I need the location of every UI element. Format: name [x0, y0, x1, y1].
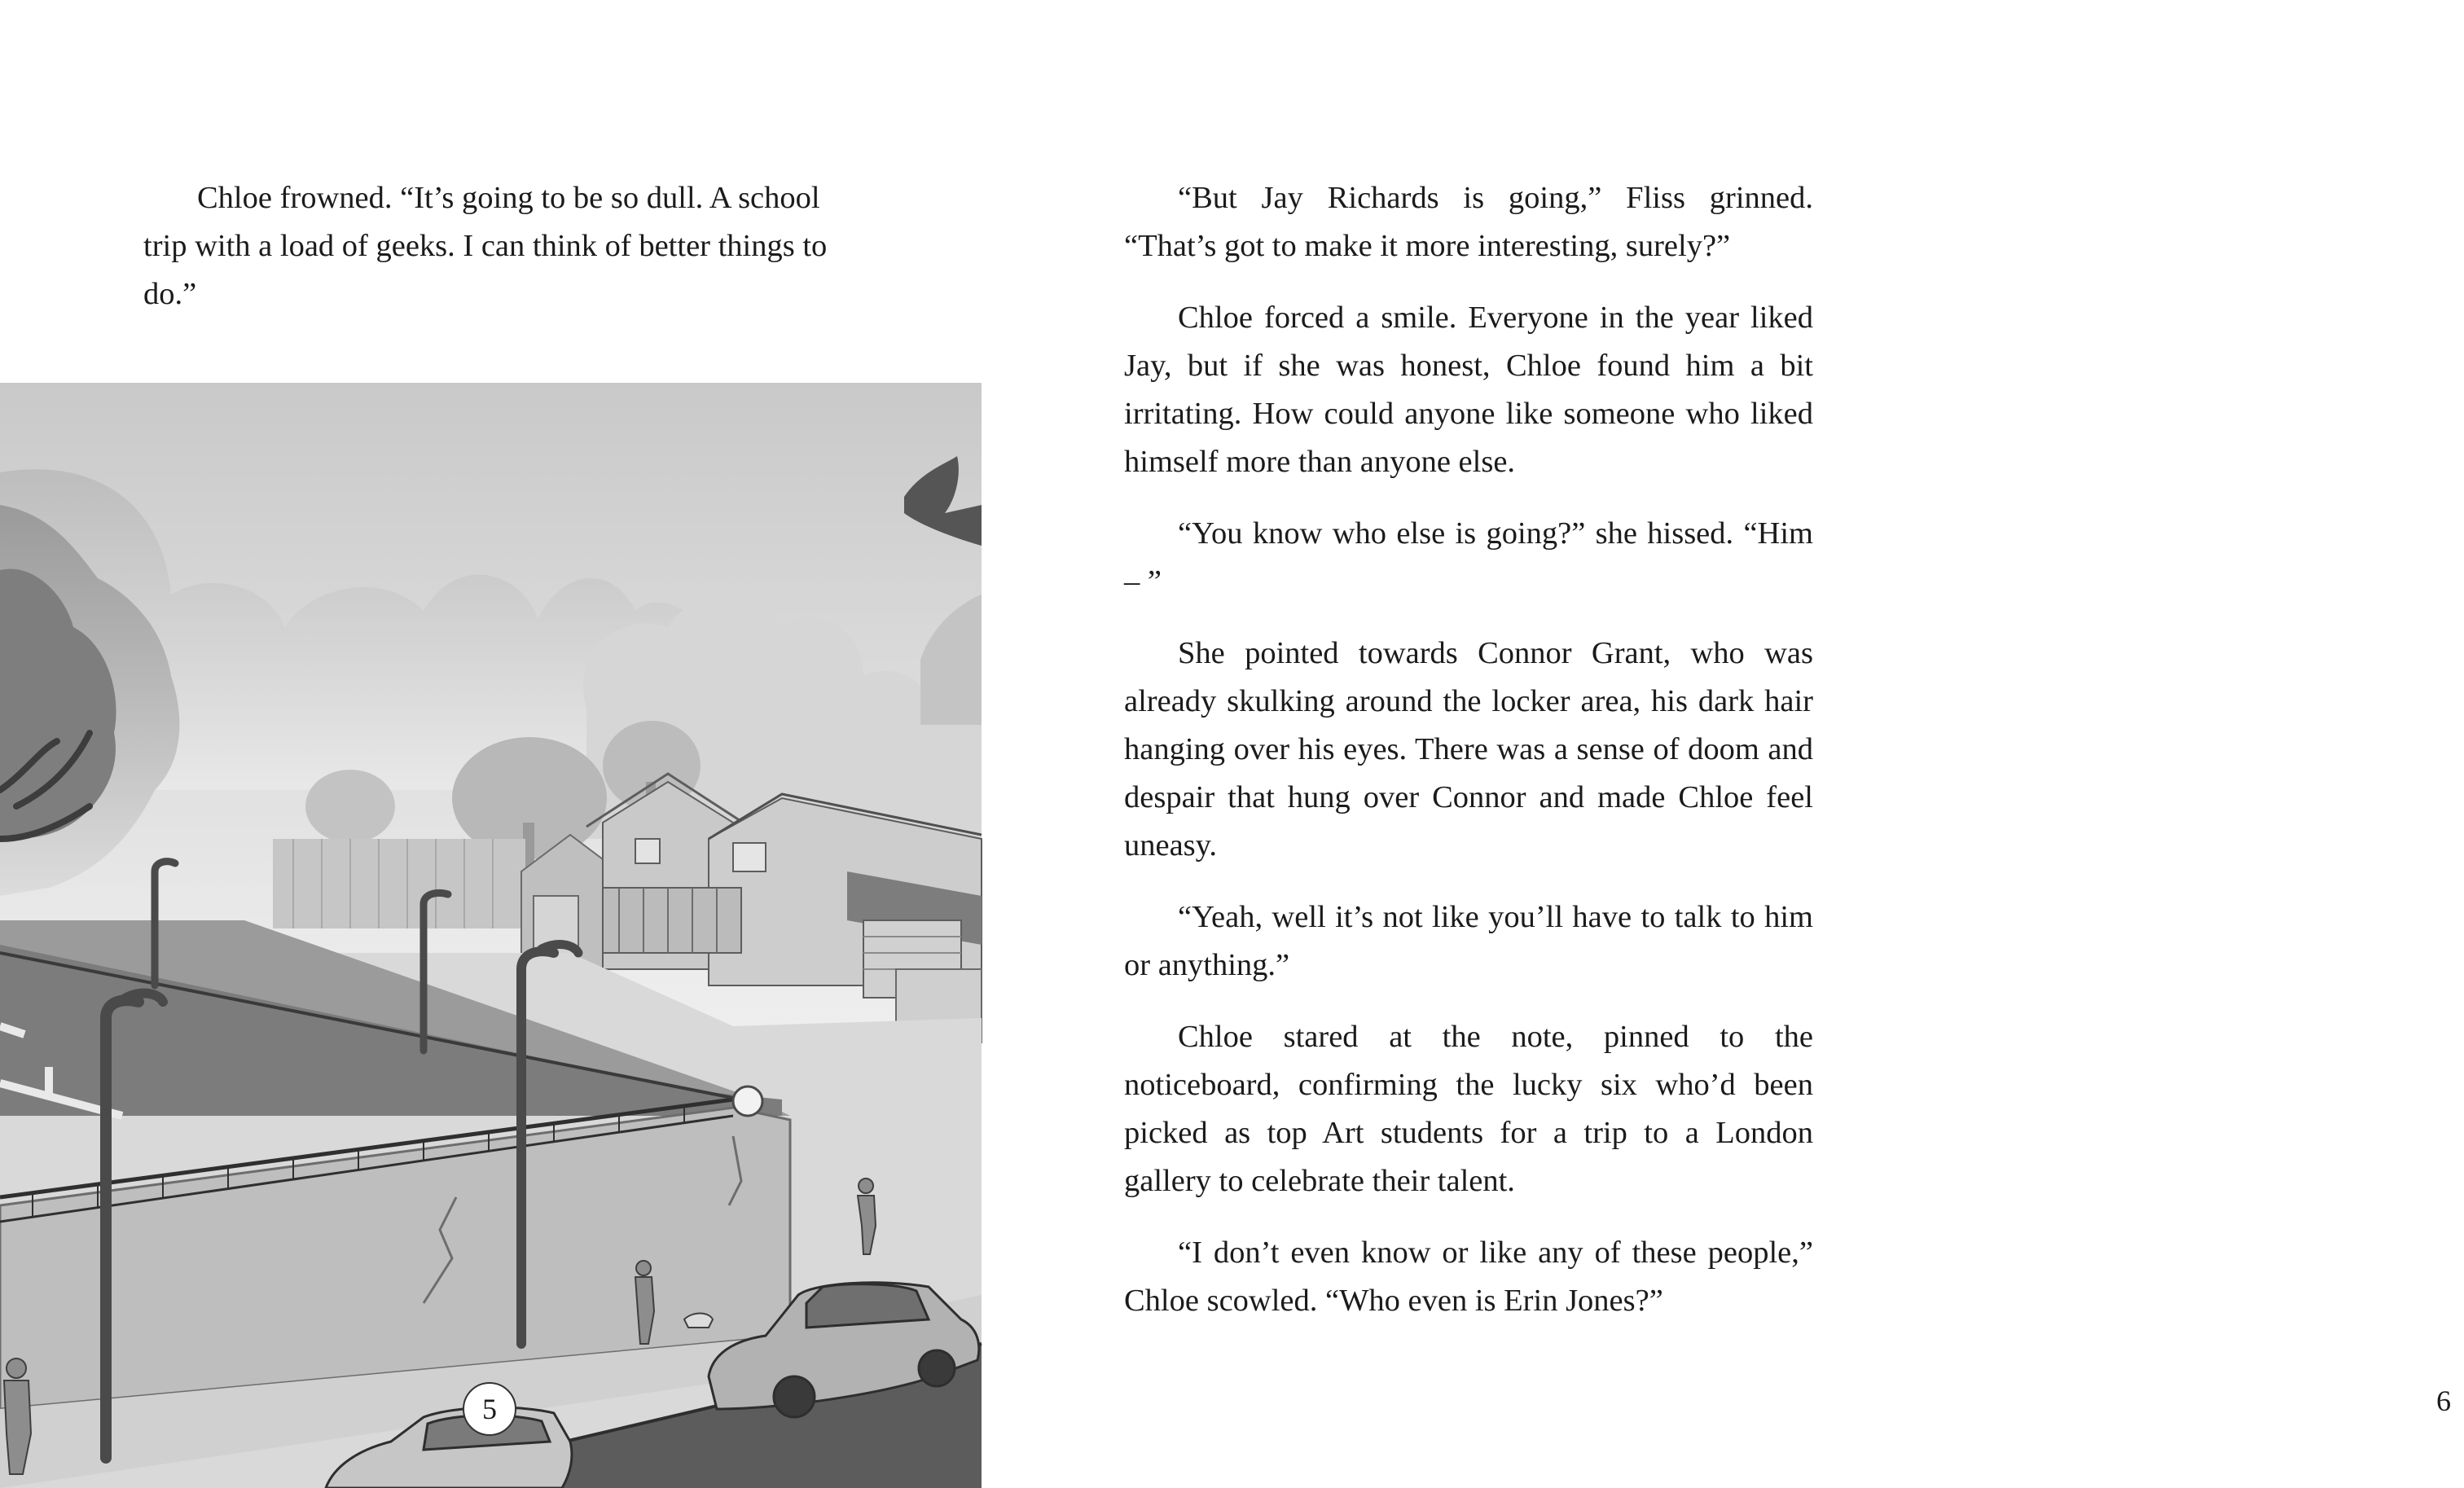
page-number-right: 6: [2436, 1385, 2451, 1417]
right-paragraph-1: “But Jay Richards is going,” Fliss grinned. “That’s got to make it more interesting, surely?”: [1124, 181, 1813, 263]
right-paragraph-3: “You know who else is going?” she hissed. “Him – ”: [1124, 516, 1813, 599]
page-number-left: 5: [463, 1382, 516, 1436]
right-page: [977, 0, 2451, 1488]
right-paragraph-5: “Yeah, well it’s not like you’ll have to talk to him or anything.”: [1124, 900, 1813, 982]
right-paragraph-4: She pointed towards Connor Grant, who was already skulking around the locker area, his dark hair hanging over his eyes. There was a sense of doom and despair that hung over Connor and made Chloe feel uneasy.: [1124, 636, 1813, 863]
street-illustration: [0, 383, 982, 1488]
back-fence: [273, 839, 525, 928]
right-paragraph-6: Chloe stared at the note, pinned to the noticeboard, confirming the lucky six who’d been picked as top Art students for a trip to a London gallery to celebrate their talent.: [1124, 1020, 1813, 1198]
left-page: [0, 0, 977, 1488]
rail-light: [733, 1086, 762, 1116]
left-paragraph-1: Chloe frowned. “It’s going to be so dull. A school trip with a load of geeks. I can think of better things to do.”: [143, 181, 828, 311]
right-paragraph-2: Chloe forced a smile. Everyone in the year liked Jay, but if she was honest, Chloe found him a bit irritating. How could anyone like someone who liked himself more than anyone else.: [1124, 301, 1813, 479]
right-paragraph-7: “I don’t even know or like any of these people,” Chloe scowled. “Who even is Erin Jones?”: [1124, 1236, 1813, 1318]
